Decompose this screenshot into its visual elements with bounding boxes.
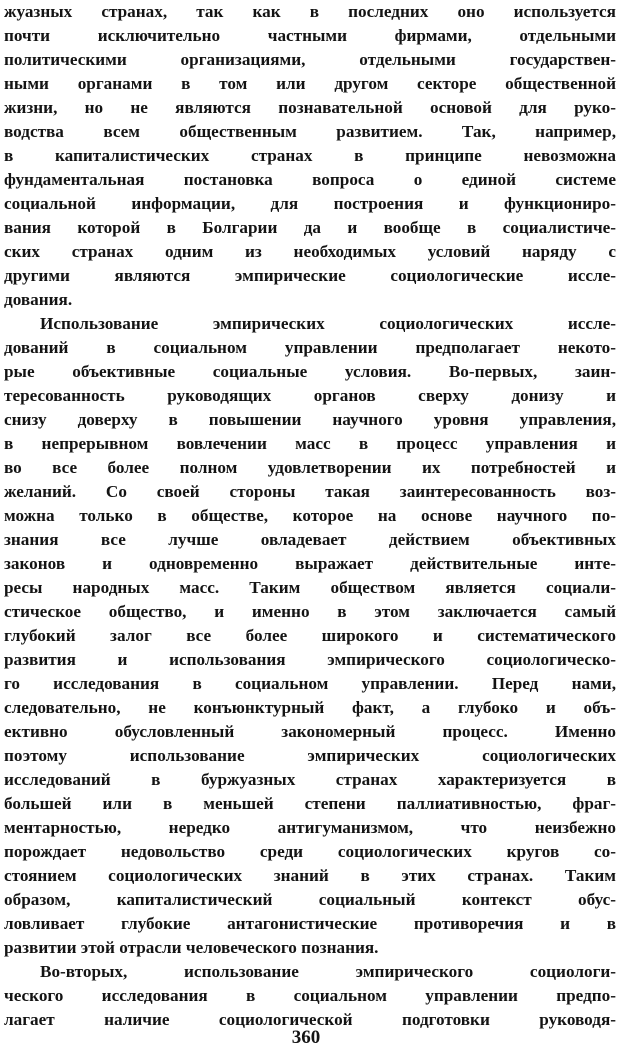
text-line: вания которой в Болгарии да и вообще в социалистиче- (4, 218, 616, 237)
page-number: 360 (291, 1027, 321, 1048)
text-line-paragraph-start: Во-вторых, использование эмпирического социологи- (40, 962, 616, 981)
text-line-paragraph-end: дования. (4, 290, 73, 309)
text-line: фундаментальная постановка вопроса о единой системе (4, 170, 616, 189)
text-line: жизни, но не являются познавательной основой для руко- (4, 98, 616, 117)
text-line: водства всем общественным развитием. Так, например, (4, 122, 616, 141)
text-line: рые объективные социальные условия. Во-первых, заин- (4, 362, 616, 381)
text-line: лагает наличие социологической подготовки руководя- (4, 1010, 616, 1029)
text-line: можна только в обществе, которое на основе научного по- (4, 506, 616, 525)
text-line: жуазных странах, так как в последних оно используется (4, 2, 616, 21)
text-line: тересованность руководящих органов сверху донизу и (4, 386, 616, 405)
text-line: ловливает глубокие антагонистические противоречия и в (4, 914, 616, 933)
text-line-paragraph-start: Использование эмпирических социологических иссле- (40, 314, 616, 333)
text-line: ментарностью, нередко антигуманизмом, что неизбежно (4, 818, 616, 837)
text-line: законов и одновременно выражает действительные инте- (4, 554, 616, 573)
text-line: ских странах одним из необходимых условий наряду с (4, 242, 616, 261)
text-line: ческого исследования в социальном управлении предпо- (4, 986, 616, 1005)
text-line: желаний. Со своей стороны такая заинтересованность воз- (4, 482, 616, 501)
text-line-paragraph-end: развитии этой отрасли человеческого познания. (4, 938, 379, 957)
text-line: ными органами в том или другом секторе общественной (4, 74, 616, 93)
text-line: ресы народных масс. Таким обществом является социали- (4, 578, 616, 597)
text-line: следовательно, не конъюнктурный факт, а глубоко и объ- (4, 698, 616, 717)
text-line: в непрерывном вовлечении масс в процесс управления и (4, 434, 616, 453)
text-line: развития и использования эмпирического социологическо- (4, 650, 616, 669)
text-line: другими являются эмпирические социологические иссле- (4, 266, 616, 285)
book-page (4, 0, 616, 1057)
text-line: во все более полном удовлетворении их потребностей и (4, 458, 616, 477)
text-line: глубокий залог все более широкого и систематического (4, 626, 616, 645)
text-line: стоянием социологических знаний в этих странах. Таким (4, 866, 616, 885)
text-line: снизу доверху в повышении научного уровня управления, (4, 410, 616, 429)
text-line: образом, капиталистический социальный контекст обус- (4, 890, 616, 909)
text-line: социальной информации, для построения и функциониро- (4, 194, 616, 213)
text-line: большей или в меньшей степени паллиативностью, фраг- (4, 794, 616, 813)
text-line: почти исключительно частными фирмами, отдельными (4, 26, 616, 45)
text-line: политическими организациями, отдельными государствен- (4, 50, 616, 69)
text-line: порождает недовольство среди социологических кругов со- (4, 842, 616, 861)
text-line: стическое общество, и именно в этом заключается самый (4, 602, 616, 621)
text-line: знания все лучше овладевает действием объективных (4, 530, 616, 549)
text-line: дований в социальном управлении предполагает некото- (4, 338, 616, 357)
text-line: го исследования в социальном управлении. Перед нами, (4, 674, 616, 693)
text-line: в капиталистических странах в принципе невозможна (4, 146, 616, 165)
text-line: исследований в буржуазных странах характеризуется в (4, 770, 616, 789)
text-line: поэтому использование эмпирических социологических (4, 746, 616, 765)
text-line: ективно обусловленный закономерный процесс. Именно (4, 722, 616, 741)
